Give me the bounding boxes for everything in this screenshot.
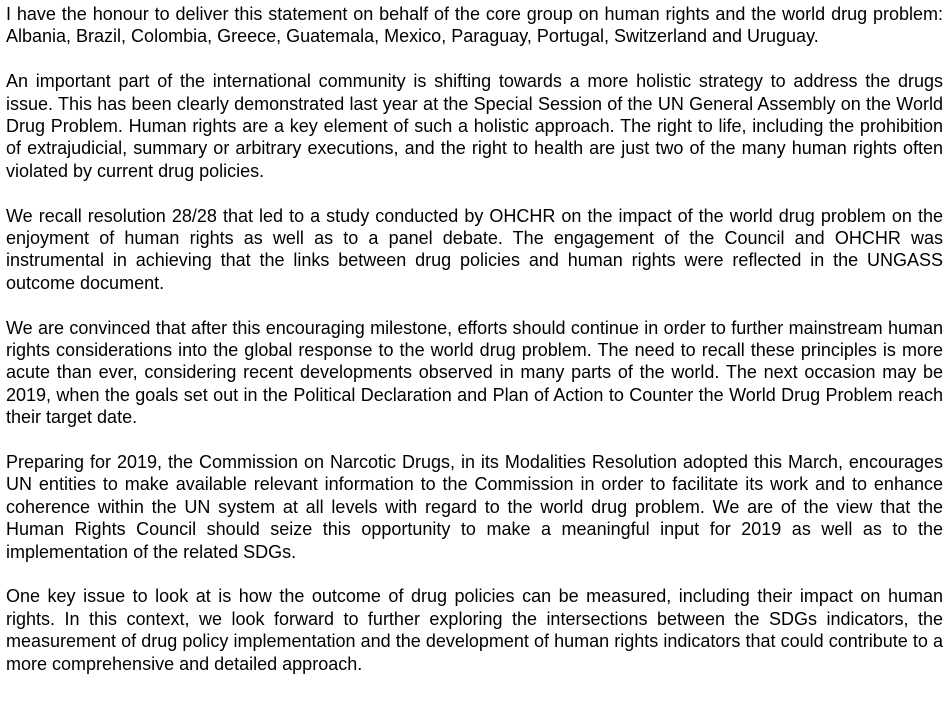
- paragraph-holistic-strategy: An important part of the international community is shifting towards a more holistic strategy to address the drugs issue. This has been clearly demonstrated last year at the Special Session of the UN General Assembly on the World Drug Problem. Human rights are a key element of such a holistic approach. The right to life, including the prohibition of extrajudicial, summary or arbitrary executions, and the right to health are just two of the many human rights often violated by current drug policies.: [6, 71, 943, 181]
- paragraph-resolution-28-28: We recall resolution 28/28 that led to a study conducted by OHCHR on the impact of the world drug problem on the enjoyment of human rights as well as to a panel debate. The engagement of the Council and OHCHR was instrumental in achieving that the links between drug policies and human rights were reflected in the UNGASS outcome document.: [6, 205, 943, 293]
- paragraph-milestone: We are convinced that after this encouraging milestone, efforts should continue in order to further mainstream human rights considerations into the global response to the world drug problem. The need to recall these principles is more acute than ever, considering recent developments observed in many parts of the world. The next occasion may be 2019, when the goals set out in the Political Declaration and Plan of Action to Counter the World Drug Problem reach their target date.: [6, 317, 943, 428]
- statement-document: [6, 3, 943, 675]
- paragraph-key-issue: One key issue to look at is how the outcome of drug policies can be measured, including their impact on human rights. In this context, we look forward to further exploring the intersections between the SDGs indicators, the measurement of drug policy implementation and the development of human rights indicators that could contribute to a more comprehensive and detailed approach.: [6, 586, 943, 674]
- paragraph-preparing-2019: Preparing for 2019, the Commission on Narcotic Drugs, in its Modalities Resolution adopted this March, encourages UN entities to make available relevant information to the Commission in order to facilitate its work and to enhance coherence within the UN system at all levels with regard to the world drug problem. We are of the view that the Human Rights Council should seize this opportunity to make a meaningful input for 2019 as well as to the implementation of the related SDGs.: [6, 452, 943, 562]
- paragraph-core-group: I have the honour to deliver this statement on behalf of the core group on human rights and the world drug problem: Albania, Brazil, Colombia, Greece, Guatemala, Mexico, Paraguay, Portugal, Switzerland and Uruguay.: [6, 4, 943, 47]
